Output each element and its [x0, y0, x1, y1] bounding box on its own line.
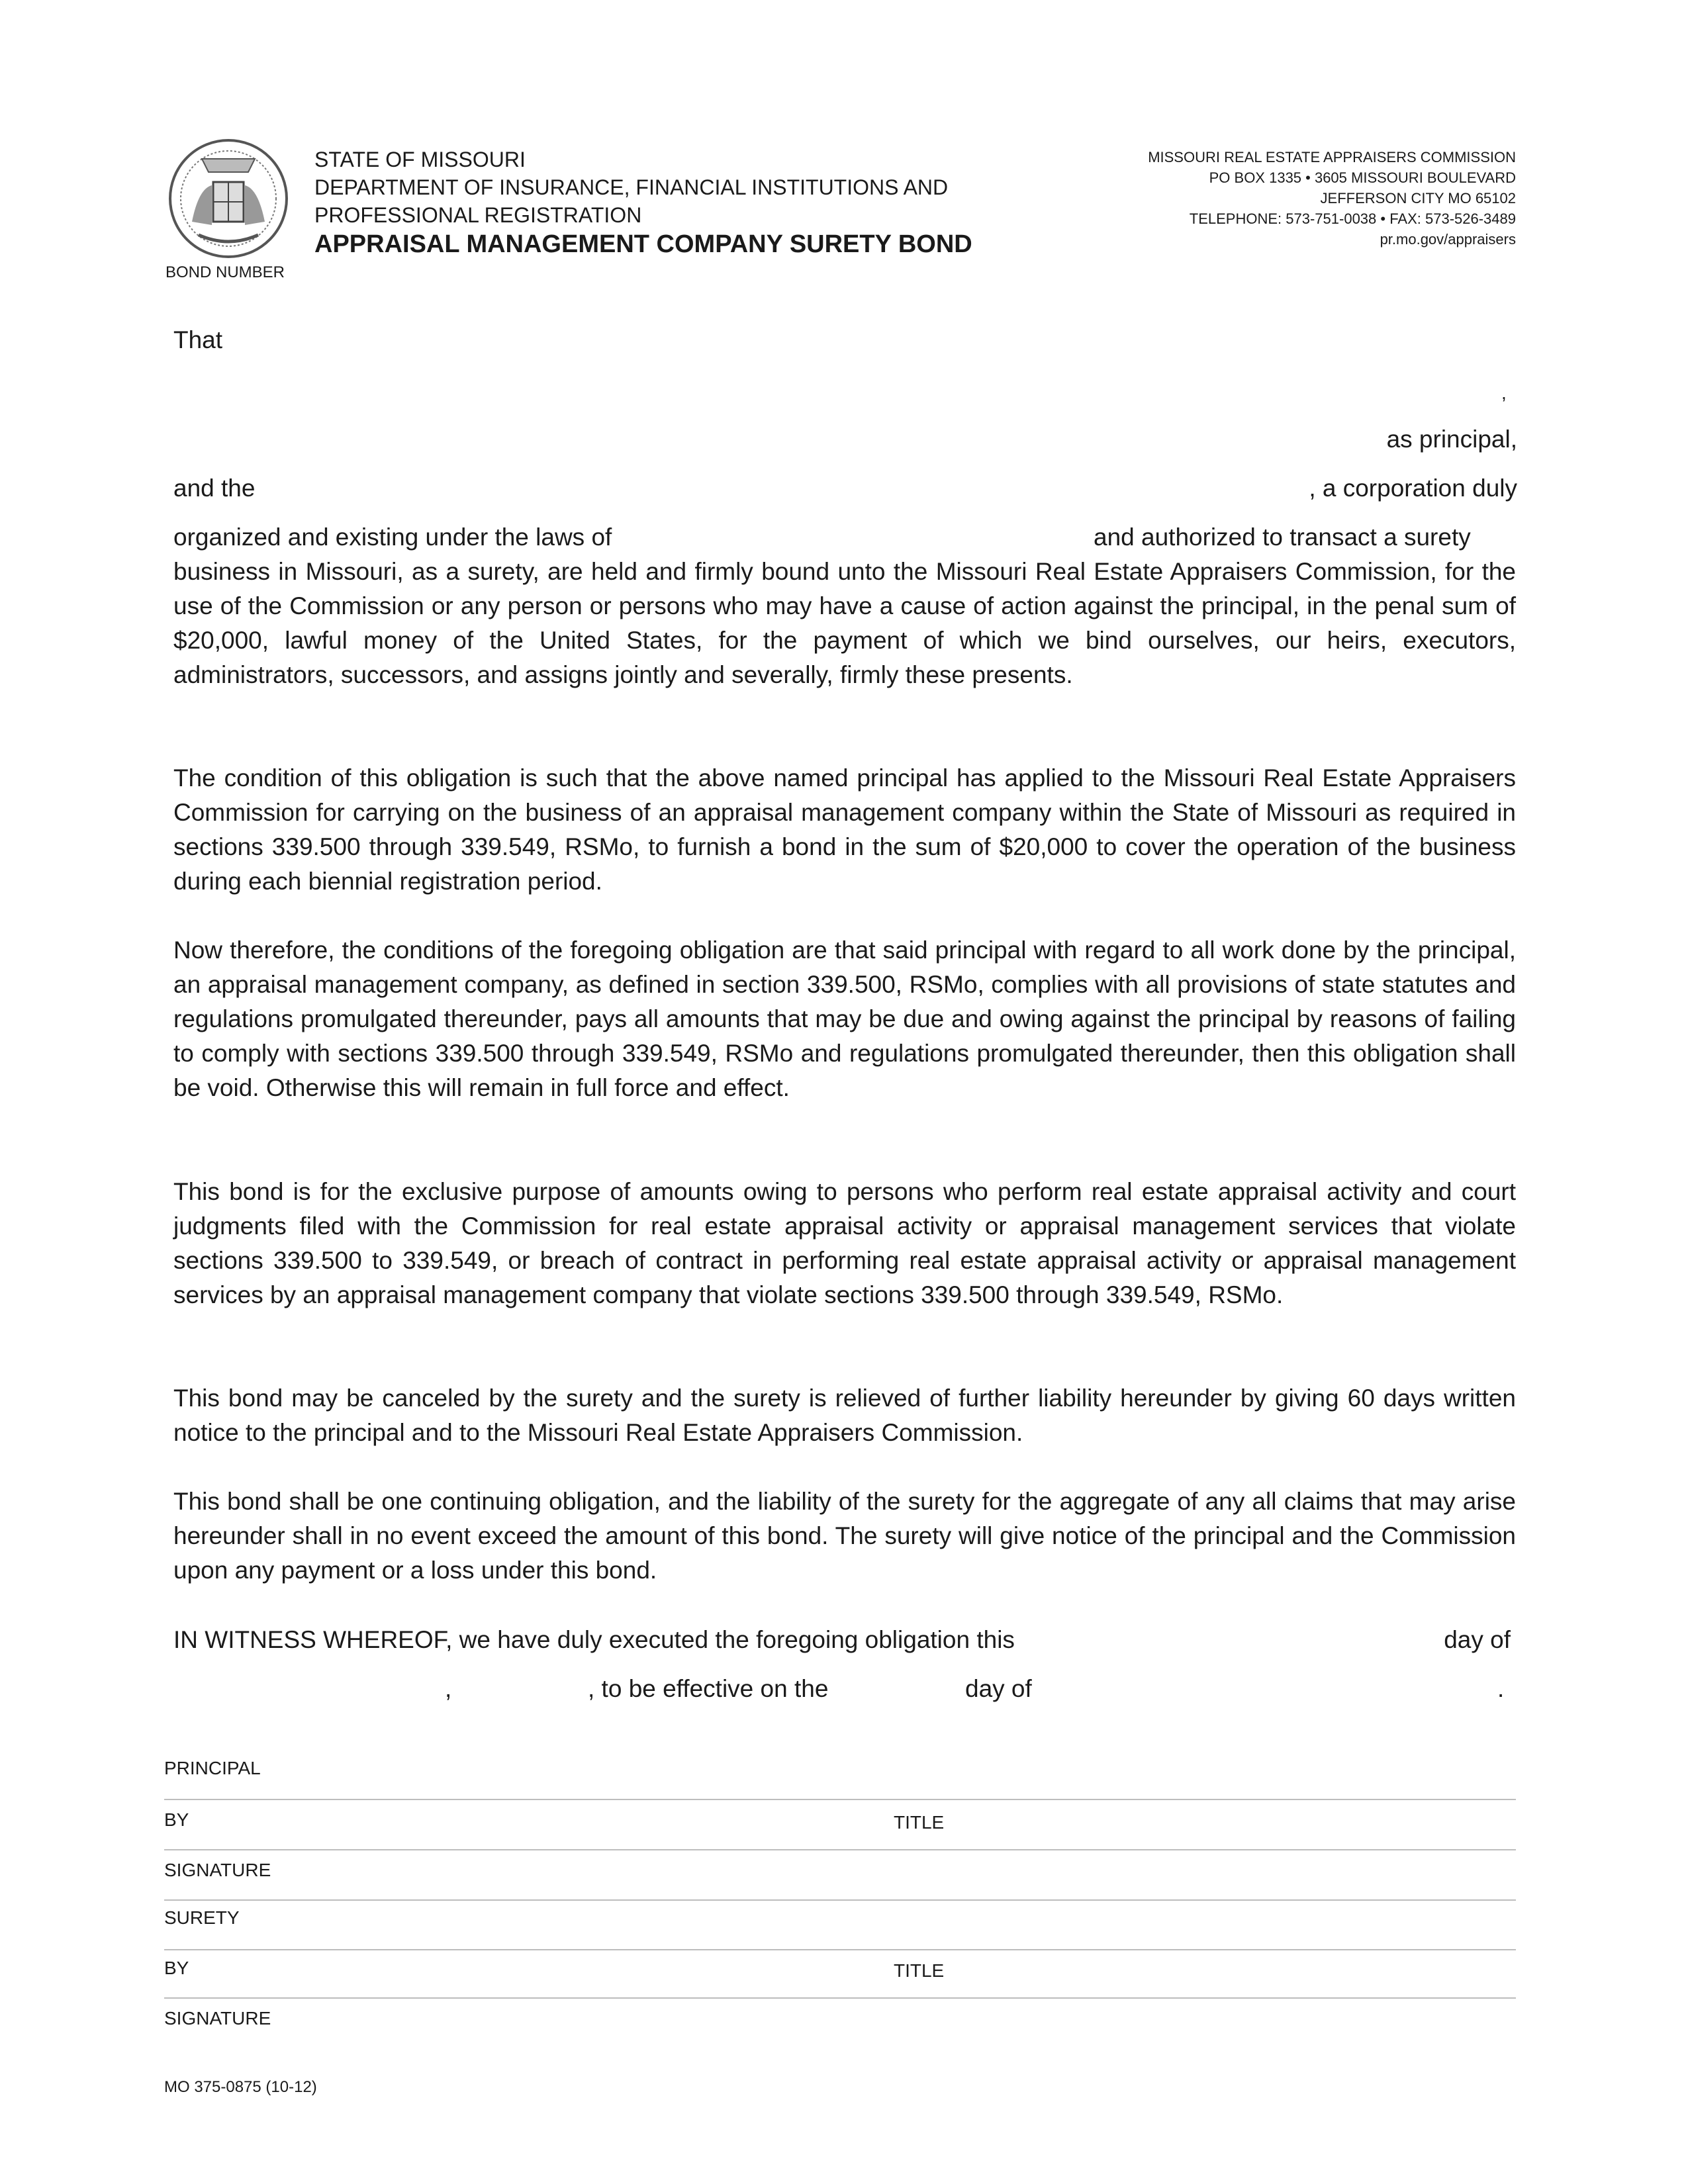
missouri-state-seal — [165, 136, 291, 261]
corporation-duly-label: , a corporation duly — [1309, 475, 1517, 502]
principal-label: PRINCIPAL — [164, 1758, 261, 1778]
commission-address-2: JEFFERSON CITY MO 65102 — [1320, 190, 1516, 206]
witness-effective: , to be effective on the — [588, 1675, 829, 1702]
witness-day-of-1: day of — [1444, 1626, 1511, 1653]
commission-address-block — [1148, 147, 1516, 250]
witness-day-of-2: day of — [965, 1675, 1032, 1702]
signature-line-1 — [164, 1899, 1516, 1901]
surety-label: SURETY — [164, 1907, 240, 1928]
state-name: STATE OF MISSOURI — [314, 148, 526, 171]
signature-label-1: SIGNATURE — [164, 1860, 271, 1880]
title-label-1: TITLE — [894, 1812, 945, 1833]
witness-comma: , — [445, 1675, 452, 1702]
signature-label-2: SIGNATURE — [164, 2008, 271, 2028]
surety-line — [164, 1949, 1516, 1950]
by-title-line-2 — [164, 1997, 1516, 1999]
commission-name: MISSOURI REAL ESTATE APPRAISERS COMMISSION — [1148, 149, 1516, 165]
by-title-line-1 — [164, 1849, 1516, 1850]
authorized-label: and authorized to transact a surety — [1094, 523, 1471, 551]
paragraph-condition: The condition of this obligation is such that the above named principal has applied to the Missouri Real Estate Appraisers Commission for carrying on the business of an appraisal management company within the State of Missouri as required in sections 339.500 through 339.549, RSMo, to furnish a bond in the sum of $20,000 to cover the operation of the business during each biennial registration period. — [173, 764, 1516, 895]
header-left — [314, 146, 972, 259]
by-label-1: BY — [164, 1809, 189, 1830]
by-label-2: BY — [164, 1958, 189, 1978]
paragraph-bound: business in Missouri, as a surety, are held and firmly bound unto the Missouri Real Estate Appraisers Commission, for the use of the Commission or any person or persons who may have a cause of action against the principal, in the penal sum of $20,000, lawful money of the United States, for the payment of which we bind ourselves, our heirs, executors, administrators, successors, and assigns jointly and severally, firmly these presents. — [173, 558, 1516, 688]
paragraph-now-therefore: Now therefore, the conditions of the foregoing obligation are that said principal with regard to all work done by the principal, an appraisal management company, as defined in section 339.500, RSMo, complies with all provisions of state statutes and regulations promulgated thereunder, pays all amounts that may be due and owing against the principal by reasons of failing to comply with sections 339.500 through 339.549, RSMo and regulations promulgated thereunder, then this obligation shall be void. Otherwise this will remain in full force and effect. — [173, 936, 1516, 1101]
form-title: APPRAISAL MANAGEMENT COMPANY SURETY BOND — [314, 230, 972, 258]
paragraph-exclusive-purpose: This bond is for the exclusive purpose of amounts owing to persons who perform real estate appraisal activity and court judgments filed with the Commission for real estate appraisal activity or appraisal management services that violate sections 339.500 to 339.549, or breach of contract in performing real estate appraisal activity or appraisal management services by an appraisal management company that violate sections 339.500 through 339.549, RSMo. — [173, 1178, 1516, 1308]
organized-label: organized and existing under the laws of — [173, 523, 612, 551]
witness-intro: IN WITNESS WHEREOF, we have duly executed the foregoing obligation this — [173, 1626, 1015, 1653]
commission-address-1: PO BOX 1335 • 3605 MISSOURI BOULEVARD — [1209, 169, 1516, 186]
department-line-1: DEPARTMENT OF INSURANCE, FINANCIAL INSTITUTIONS AND — [314, 175, 949, 199]
commission-website: pr.mo.gov/appraisers — [1380, 231, 1516, 248]
form-number: MO 375-0875 (10-12) — [164, 2078, 317, 2096]
and-the-label: and the — [173, 475, 256, 502]
as-principal-label: as principal, — [1386, 426, 1517, 453]
principal-line — [164, 1799, 1516, 1800]
paragraph-cancellation: This bond may be canceled by the surety and the surety is relieved of further liability hereunder by giving 60 days written notice to the principal and to the Missouri Real Estate Appraisers Commission. — [173, 1385, 1516, 1446]
bond-number-label: BOND NUMBER — [165, 263, 285, 281]
witness-period: . — [1497, 1675, 1505, 1702]
department-line-2: PROFESSIONAL REGISTRATION — [314, 203, 642, 227]
comma-mark: , — [1501, 383, 1507, 403]
commission-phone-fax: TELEPHONE: 573-751-0038 • FAX: 573-526-3489 — [1189, 210, 1516, 227]
that-label: That — [173, 326, 223, 353]
title-label-2: TITLE — [894, 1960, 945, 1981]
paragraph-continuing-obligation: This bond shall be one continuing obligation, and the liability of the surety for the aggregate of any all claims that may arise hereunder shall in no event exceed the amount of this bond. The surety will give notice of the principal and the Commission upon any payment or a loss under this bond. — [173, 1488, 1516, 1584]
